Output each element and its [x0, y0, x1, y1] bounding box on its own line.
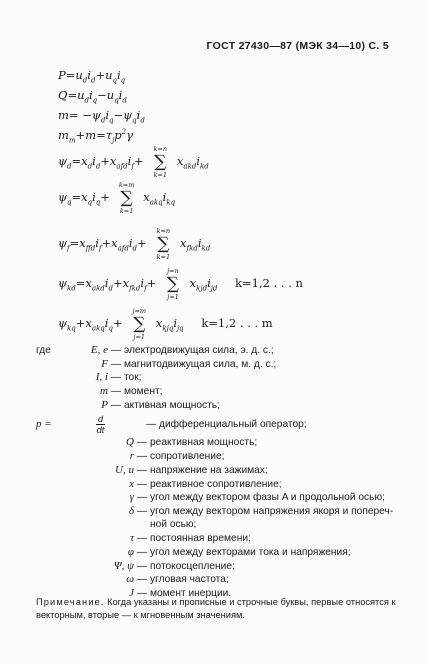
formula-psi-kd: $\psi_{kd}=x_{akd}i_d+x_{fkd}i_f+$ j=n ∑ j=1 $x_{kjd}i_{jd}$ k=1,2 . . . n	[58, 267, 303, 301]
legend-symbol: I, i	[95, 371, 108, 384]
legend-definition: магнитодвижущая сила, м. д. с.;	[124, 358, 277, 370]
legend-definition: активная мощность;	[124, 399, 220, 411]
legend-symbol: J	[129, 587, 134, 599]
legend-row: J — момент инерции.	[36, 587, 396, 601]
legend-definition: электродвижущая сила, э. д. с.;	[124, 345, 274, 356]
legend-definition: сопротивление;	[150, 451, 225, 463]
legend-symbol: δ	[128, 504, 134, 517]
legend-symbol: m	[100, 385, 108, 398]
legend-definition: потокосцепление;	[150, 560, 235, 572]
legend-definition: дифференциальный оператор;	[159, 418, 307, 430]
page-header: ГОСТ 27430—87 (МЭК 34—10) С. 5	[206, 40, 389, 52]
summation-sign: k=m ∑ k=1	[118, 181, 135, 215]
formula-psi-kq: $\psi_{kq}+x_{akq}i_q+$ j=m ∑ j=1 $x_{kjq}i_{jq}$ k=1,2 . . . m	[58, 307, 273, 341]
footnote	[36, 596, 406, 622]
index-condition: k=1,2 . . . m	[201, 316, 273, 330]
legend-symbol: γ	[129, 491, 134, 504]
summation-sign: j=n ∑ j=1	[166, 267, 180, 301]
legend-symbol: Q	[126, 436, 134, 449]
formula-reactive-power: $Q=u_di_q-u_qi_d$	[58, 88, 127, 105]
footnote-label: Примечание.	[36, 597, 105, 607]
legend-row-continuation	[36, 519, 396, 533]
formula-block	[58, 68, 398, 341]
formula-psi-q: $\psi_q=x_qi_q+$ k=m ∑ k=1 $x_{akq}i_{kq}$	[58, 181, 176, 215]
legend-definition: постоянная времени;	[150, 533, 251, 545]
legend-symbol: U, u	[115, 463, 134, 476]
legend-symbol: ω	[126, 573, 134, 586]
legend-definition: напряжение на зажимах;	[150, 464, 268, 476]
legend-symbol: φ	[127, 545, 134, 558]
legend-symbol: τ	[130, 532, 134, 545]
formula-psi-f: $\psi_f=x_{ffd}i_f+x_{afd}i_d+$ k=n ∑ k=1 $x_{fkd}i_{kd}$	[58, 227, 211, 261]
legend-definition: угол между векторами тока и напряжения;	[150, 546, 351, 558]
legend-row: r — сопротивление;	[36, 450, 396, 464]
legend-row: δ — угол между вектором напряжения якоря и попереч-	[36, 505, 396, 519]
formula-mechanical-balance: $m_m+m=\tau_jp^2\gamma$	[58, 128, 133, 145]
legend-symbol: F	[101, 357, 108, 370]
formula-torque: $m= -\psi_di_q-\psi_qi_d$	[58, 108, 145, 125]
formula-psi-d: $\psi_d=x_di_d+x_{afd}i_f+$ k=n ∑ k=1 $x_{akd}i_{kd}$	[58, 145, 209, 179]
summation-sign: k=n ∑ k=1	[156, 227, 171, 261]
legend-row: x — реактивное сопротивление;	[36, 478, 396, 492]
legend-row: φ — угол между векторами тока и напряжения;	[36, 546, 396, 560]
legend-definition: реактивная мощность;	[150, 437, 258, 449]
legend-definition: угол между вектором напряжения якоря и попереч-	[150, 505, 394, 517]
legend-row-operator: p = $\frac{d}{dt}$ — дифференциальный оператор;	[36, 412, 396, 436]
legend-definition: ток;	[124, 372, 142, 384]
derivative-fraction: $\frac{d}{dt}$	[96, 413, 105, 435]
symbol-legend	[36, 344, 396, 601]
legend-row: τ — постоянная времени;	[36, 532, 396, 546]
legend-definition: момент инерции.	[150, 588, 232, 599]
legend-definition: угол между вектором фазы A и продольной осью;	[150, 492, 385, 504]
legend-row: m — момент;	[36, 385, 396, 399]
footnote-text: Когда указаны и прописные и строчные буквы, первые относятся к векторным, вторые — к мгновенным значениям.	[36, 597, 396, 620]
index-condition: k=1,2 . . . n	[235, 276, 303, 290]
legend-intro: где	[36, 345, 51, 356]
formula-active-power: $P=u_di_d+u_qi_q$	[58, 68, 126, 85]
legend-row: где E, e — электродвижущая сила, э. д. с.;	[36, 344, 396, 358]
summation-sign: j=m ∑ j=1	[132, 307, 147, 341]
legend-row: Q — реактивная мощность;	[36, 436, 396, 450]
legend-symbol: P	[101, 398, 108, 411]
legend-symbol: p =	[36, 418, 52, 431]
legend-row: ω — угловая частота;	[36, 573, 396, 587]
legend-symbol: Ψ, ψ	[113, 559, 134, 572]
summation-sign: k=n ∑ k=1	[153, 145, 168, 179]
legend-symbol: r	[129, 450, 134, 463]
legend-definition: реактивное сопротивление;	[150, 478, 282, 490]
legend-definition: ной осью;	[150, 518, 197, 530]
legend-symbol: x	[129, 477, 134, 490]
legend-definition: момент;	[124, 386, 163, 398]
legend-definition: угловая частота;	[150, 574, 229, 586]
legend-row: U, u — напряжение на зажимах;	[36, 464, 396, 478]
legend-row: F — магнитодвижущая сила, м. д. с.;	[36, 358, 396, 372]
legend-row: Ψ, ψ — потокосцепление;	[36, 560, 396, 574]
legend-row: P — активная мощность;	[36, 399, 396, 413]
legend-row: I, i — ток;	[36, 371, 396, 385]
legend-row: γ — угол между вектором фазы A и продольной осью;	[36, 491, 396, 505]
legend-symbol: E, e	[90, 344, 108, 356]
